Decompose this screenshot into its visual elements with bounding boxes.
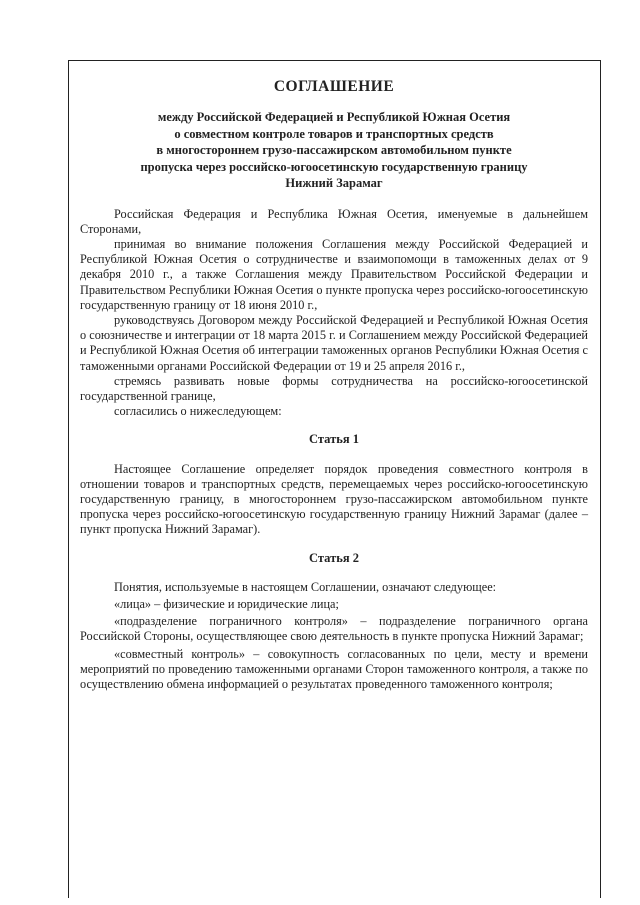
subtitle-line: в многостороннем грузо-пассажирском автомобильном пункте bbox=[156, 143, 512, 157]
subtitle-line: между Российской Федерацией и Республикой Южная Осетия bbox=[157, 110, 511, 124]
preamble-paragraph: стремясь развивать новые формы сотрудничества на российско-югоосетинской государственной границе, bbox=[80, 373, 588, 403]
article-1-text: Настоящее Соглашение определяет порядок проведения совместного контроля в отношении товаров и транспортных средств, перемещаемых через российско-югоосетинскую государственную границу, в многостороннем грузо-пассажирском автомобильном пункте пропуска через российско-югоосетинскую государственную границу Нижний Зарамаг (далее – пункт пропуска Нижний Зарамаг). bbox=[80, 461, 588, 537]
article-2-paragraph: «совместный контроль» – совокупность согласованных по цели, месту и времени мероприятий по проведению таможенными органами Сторон таможенного контроля, а также по осуществлению обмена информацией о результатах проведенного таможенного контроля; bbox=[80, 646, 588, 691]
article-2-paragraph: Понятия, используемые в настоящем Соглашении, означают следующее: bbox=[114, 579, 497, 594]
subtitle-line: Нижний Зарамаг bbox=[285, 176, 383, 190]
preamble-paragraph: Российская Федерация и Республика Южная Осетия, именуемые в дальнейшем Сторонами, bbox=[80, 206, 588, 236]
document-body bbox=[80, 207, 588, 693]
document-title: СОГЛАШЕНИЕ bbox=[273, 78, 395, 95]
article-2-paragraph: «подразделение пограничного контроля» – подразделение пограничного органа Российской Стороны, осуществляющее свою деятельность в пункте пропуска Нижний Зарамаг; bbox=[80, 614, 588, 644]
preamble-paragraph: принимая во внимание положения Соглашения между Российской Федерацией и Республикой Южная Осетия о сотрудничестве и взаимопомощи в таможенных делах от 9 декабря 2010 г., а также Соглашения между Правительством Российской Федерации и Правительством Республики Южная Осетия о пункте пропуска через российско-югоосетинскую государственную границу от 18 июня 2010 г., bbox=[80, 236, 588, 312]
document-page bbox=[80, 78, 588, 692]
article-1-heading: Статья 1 bbox=[309, 432, 359, 447]
article-2-heading: Статья 2 bbox=[309, 550, 359, 565]
preamble-paragraph: согласились о нижеследующем: bbox=[114, 404, 282, 419]
document-subtitle bbox=[80, 109, 588, 192]
article-2-paragraph: «лица» – физические и юридические лица; bbox=[114, 596, 339, 611]
subtitle-line: о совместном контроле товаров и транспортных средств bbox=[174, 126, 494, 141]
subtitle-line: пропуска через российско-югоосетинскую государственную границу bbox=[140, 159, 528, 174]
preamble-paragraph: руководствуясь Договором между Российской Федерацией и Республикой Южная Осетия о союзничестве и интеграции от 18 марта 2015 г. и Соглашением между Российской Федерацией и Республикой Южная Осетия об интеграции таможенных органов Республики Южная Осетия с таможенными органами Российской Федерации от 19 и 25 апреля 2016 г., bbox=[80, 312, 588, 373]
